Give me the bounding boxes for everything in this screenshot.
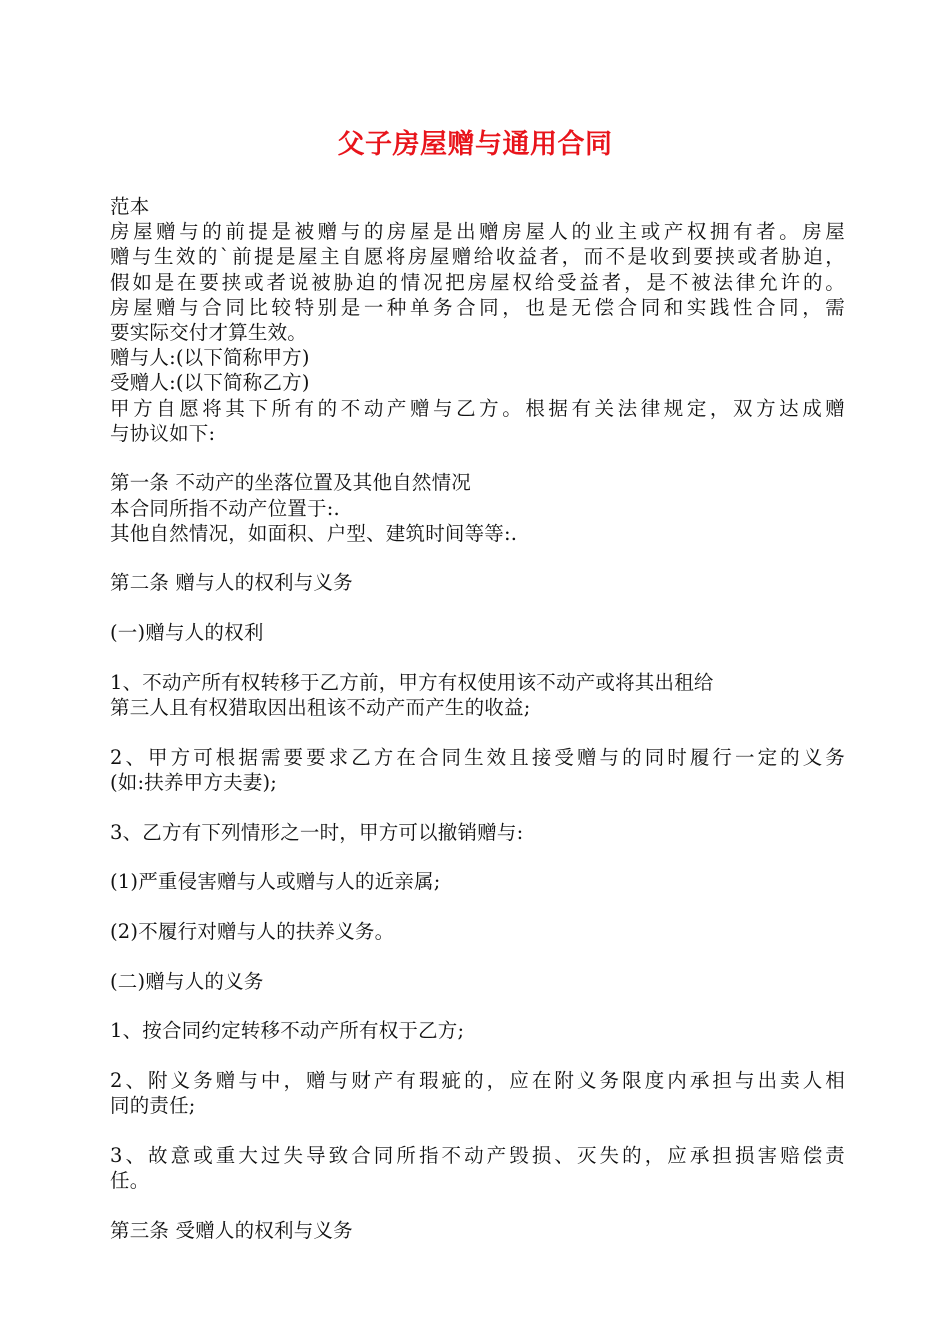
text-line: 同的责任;	[110, 1094, 196, 1118]
text-line: 假如是在要挟或者说被胁迫的情况把房屋权给受益者，是不被法律允许的。	[110, 270, 845, 294]
text-line: 房屋赠与的前提是被赠与的房屋是出赠房屋人的业主或产权拥有者。房屋	[110, 220, 845, 244]
text-line: 范本	[110, 195, 150, 218]
text-line: 要实际交付才算生效。	[110, 320, 308, 344]
blank-line	[110, 944, 845, 969]
text-line: 其他自然情况，如面积、户型、建筑时间等等:.	[110, 521, 518, 545]
text-line: 甲方自愿将其下所有的不动产赠与乙方。根据有关法律规定，双方达成赠	[110, 396, 845, 420]
article-heading: 第二条 赠与人的权利与义务	[110, 571, 353, 595]
text-line: 3、故意或重大过失导致合同所指不动产毁损、灭失的，应承担损害赔偿责	[110, 1143, 845, 1167]
blank-line	[110, 720, 845, 745]
text-line: 1、按合同约定转移不动产所有权于乙方;	[110, 1019, 465, 1043]
article-heading: 第一条 不动产的坐落位置及其他自然情况	[110, 471, 471, 495]
document-title: 父子房屋赠与通用合同	[337, 129, 613, 160]
text-line: 赠与生效的`前提是屋主自愿将房屋赠给收益者，而不是收到要挟或者胁迫，	[110, 245, 845, 269]
text-line: 本合同所指不动产位置于:.	[110, 496, 340, 520]
blank-line	[110, 994, 845, 1019]
text-line: 受赠人:(以下简称乙方)	[110, 371, 310, 395]
text-line: 1、不动产所有权转移于乙方前，甲方有权使用该不动产或将其出租给	[110, 670, 714, 694]
text-line: 赠与人:(以下简称甲方)	[110, 346, 310, 370]
blank-line	[110, 546, 845, 571]
blank-line	[110, 795, 845, 820]
text-line: (2)不履行对赠与人的扶养义务。	[110, 919, 395, 943]
text-line: 与协议如下:	[110, 421, 216, 445]
text-line: 第三人且有权猎取因出租该不动产而产生的收益;	[110, 696, 531, 719]
document-body	[110, 194, 845, 1243]
article-heading: 第三条 受赠人的权利与义务	[110, 1218, 353, 1242]
blank-line	[110, 1044, 845, 1069]
blank-line	[110, 894, 845, 919]
text-line: 2、附义务赠与中，赠与财产有瑕疵的，应在附义务限度内承担与出卖人相	[110, 1069, 845, 1092]
text-line: 任。	[110, 1169, 150, 1193]
text-line: (1)严重侵害赠与人或赠与人的近亲属;	[110, 870, 441, 894]
text-line: (如:扶养甲方夫妻);	[110, 770, 278, 794]
blank-line	[110, 845, 845, 870]
blank-line	[110, 446, 845, 471]
blank-line	[110, 645, 845, 670]
text-line: 房屋赠与合同比较特别是一种单务合同，也是无偿合同和实践性合同，需	[110, 295, 845, 319]
blank-line	[110, 1118, 845, 1143]
blank-line	[110, 596, 845, 621]
blank-line	[110, 1193, 845, 1218]
section-heading: (一)赠与人的权利	[110, 621, 264, 645]
text-line: 3、乙方有下列情形之一时，甲方可以撤销赠与:	[110, 820, 524, 844]
text-line: 2、甲方可根据需要要求乙方在合同生效且接受赠与的同时履行一定的义务	[110, 745, 845, 769]
section-heading: (二)赠与人的义务	[110, 969, 264, 993]
